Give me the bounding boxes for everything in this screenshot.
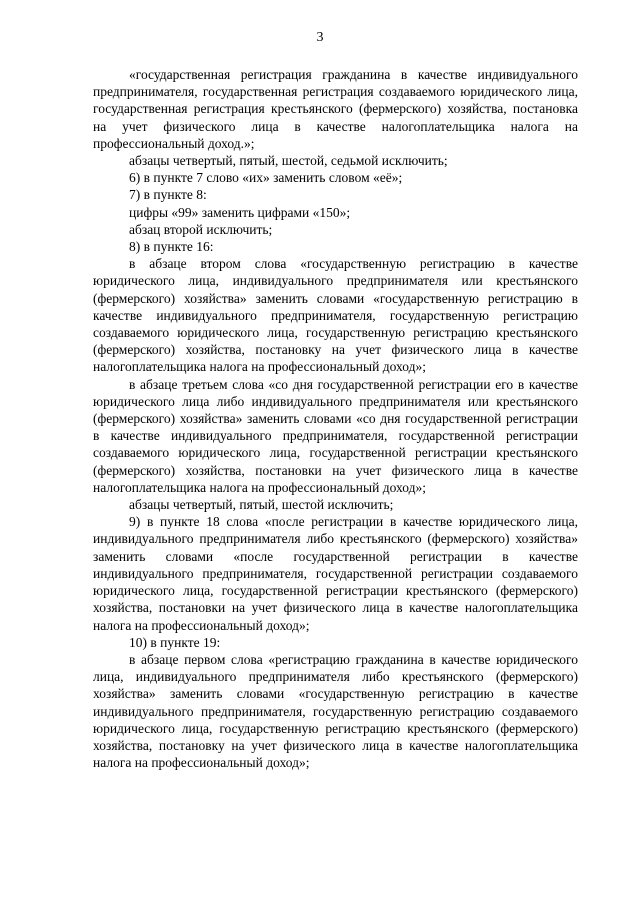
paragraph: абзацы четвертый, пятый, шестой, седьмой исключить; xyxy=(129,153,448,169)
paragraph: 8) в пункте 16: xyxy=(129,239,214,255)
paragraph: в абзаце втором слова «государственную регистрацию в качестве юридического лица, индивидуального предпринимателя или крестьянского (фермерского) хозяйства» заменить словами «государственную регистрацию в качестве индивидуального предпринимателя, государственную регистрацию создаваемого юридического лица, государственную регистрацию крестьянского (фермерского) хозяйства, постановку на учет физического лица в качестве налогоплательщика налога на профессиональный доход»; xyxy=(93,256,578,375)
paragraph: в абзаце первом слова «регистрацию гражданина в качестве юридического лица, индивидуального предпринимателя либо крестьянского (фермерского) хозяйства» заменить словами «государственную регистрацию в качестве индивидуального предпринимателя, государственную регистрацию создаваемого юридического лица, государственную регистрацию крестьянского (фермерского) хозяйства, постановку на учет физического лица в качестве налогоплательщика налога на профессиональный доход»; xyxy=(93,651,578,771)
paragraph: 9) в пункте 18 слова «после регистрации в качестве юридического лица, индивидуального предпринимателя либо крестьянского (фермерского) хозяйства» заменить словами «после государственной регистрации в качестве индивидуального предпринимателя, государственной регистрации создаваемого юридического лица, государственной регистрации крестьянского (фермерского) хозяйства, постановки на учет физического лица в качестве налогоплательщика налога на профессиональный доход»; xyxy=(93,514,578,633)
paragraph: 6) в пункте 7 слово «их» заменить словом «её»; xyxy=(129,170,403,186)
paragraph: абзац второй исключить; xyxy=(129,221,273,237)
paragraph: абзацы четвертый, пятый, шестой исключить; xyxy=(129,497,394,513)
paragraph: «государственная регистрация гражданина в качестве индивидуального предпринимателя, государственная регистрация создаваемого юридического лица, государственная регистрация крестьянского (фермерского) хозяйства, постановка на учет физического лица в качестве налогоплательщика налога на профессиональный доход.»; xyxy=(93,67,578,151)
paragraph: 7) в пункте 8: xyxy=(129,187,207,203)
page-number: 3 xyxy=(316,30,324,45)
document-body xyxy=(93,66,578,771)
paragraph: 10) в пункте 19: xyxy=(129,634,221,650)
paragraph: цифры «99» заменить цифрами «150»; xyxy=(129,204,351,220)
paragraph: в абзаце третьем слова «со дня государственной регистрации его в качестве юридического лица либо индивидуального предпринимателя или крестьянского (фермерского) хозяйства» заменить словами «со дня государственной регистрации в качестве индивидуального предпринимателя, государственной регистрации создаваемого юридического лица, государственной регистрации крестьянского (фермерского) хозяйства, постановки на учет физического лица в качестве налогоплательщика налога на профессиональный доход»; xyxy=(93,376,578,495)
